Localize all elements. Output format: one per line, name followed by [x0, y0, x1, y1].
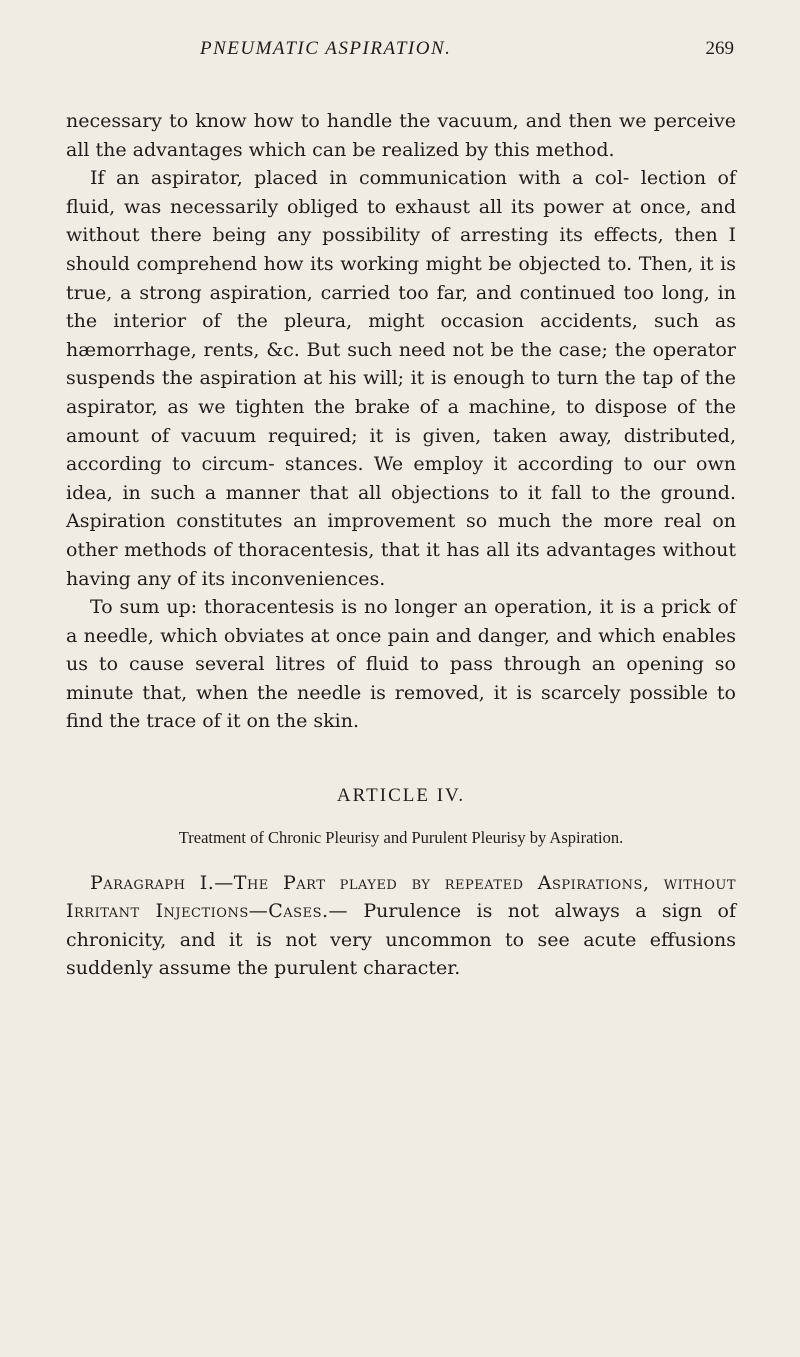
running-title: PNEUMATIC ASPIRATION.	[200, 38, 452, 59]
section-text: Purulence is not always a sign of chronicity, and it is not very uncommon to see acute effusions suddenly assume the purulent character.	[66, 900, 736, 980]
paragraph-aspirator: If an aspirator, placed in communication with a col- lection of fluid, was necessarily obliged to exhaust all its power at once, and without there being any possibility of arresting its effects, then I should comprehend how its working might be objected to. Then, it is true, a strong aspiration, carried too far, and continued too long, in the interior of the pleura, might occasion accidents, such as hæmorrhage, rents, &c. But such need not be the case; the operator suspends the aspiration at his will; it is enough to turn the tap of the aspirator, as we tighten the brake of a machine, to dispose of the amount of vacuum required; it is given, taken away, distributed, according to circum- stances. We employ it according to our own idea, in such a manner that all objections to it fall to the ground. Aspiration constitutes an improvement so much the more real on other methods of thoracentesis, that it has all its advantages without having any of its inconveniences.	[66, 167, 736, 590]
paragraph-summary: To sum up: thoracentesis is no longer an operation, it is a prick of a needle, which obviates at once pain and danger, and which enables us to cause several litres of fluid to pass through an opening so minute that, when the needle is removed, it is scarcely possible to find the trace of it on the skin.	[66, 596, 736, 733]
section-paragraph	[66, 869, 736, 983]
main-text	[66, 107, 736, 983]
running-head	[0, 38, 800, 68]
article-subtitle: Treatment of Chronic Pleurisy and Purulent Pleurisy by Aspiration.	[178, 827, 624, 847]
paragraph-continued: necessary to know how to handle the vacuum, and then we perceive all the advantages which can be realized by this method.	[66, 110, 736, 161]
page-number: 269	[705, 38, 734, 59]
article-heading: ARTICLE IV.	[336, 785, 466, 807]
section-heading: Paragraph I.—The Part played by repeated Aspirations, without Irritant Injections—Cases.—	[66, 871, 736, 923]
